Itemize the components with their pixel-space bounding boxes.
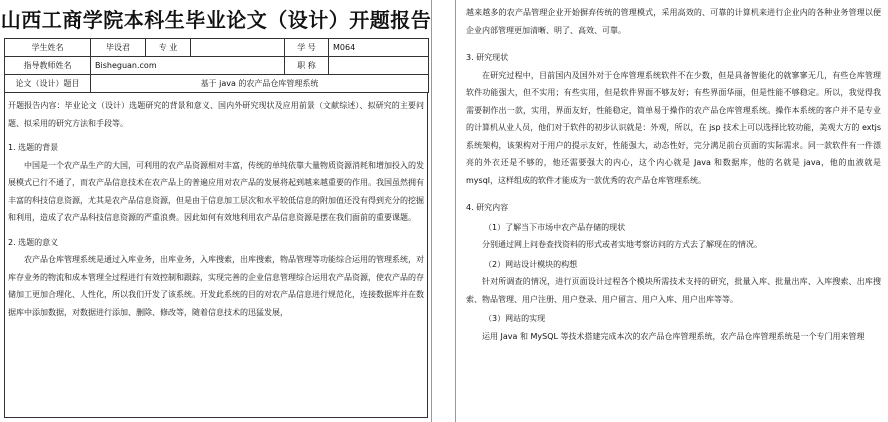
table-row	[5, 75, 429, 93]
right-page-content	[466, 4, 881, 422]
table-row	[5, 57, 429, 75]
page-title: 山西工商学院本科生毕业论文（设计）开题报告	[0, 8, 432, 32]
paragraph-continued: 越来越多的农产品管理企业开始摒弃传统的管理模式，采用高效的、可靠的计算机来进行企业内的各种业务管理以便企业内部管理更加清晰、明了、高效、可靠。	[466, 8, 881, 35]
right-page	[455, 0, 888, 422]
subheading-market-survey: （1）了解当下市场中农产品存储的现状	[484, 222, 626, 232]
student-number-value: M064	[329, 39, 429, 57]
advisor-name-label: 指导教师姓名	[5, 57, 91, 75]
table-row	[5, 39, 429, 57]
major-value	[191, 39, 285, 57]
report-intro: 开题报告内容：毕业论文（设计）选题研究的背景和意义、国内外研究现状及应用前景（文献综述）、拟研究的主要问题、拟采用的研究方法和手段等。	[8, 101, 424, 128]
paragraph-background: 中国是一个农产品生产的大国，可利用的农产品资源相对丰富，传统的单纯依靠大量物质资源消耗和增加投入的发展模式已行不通了，而农产品信息技术在农产品上的普遍应用对农产品的发展将起到越来越重要的作用。我国虽然拥有丰富的科技信息资源，尤其是农产品信息资源，但是由于信息加工层次和水平较低信息的附加值还没有得到充分的挖掘和利用，造成了农产品科技信息资源的严重浪费。因此如何有效地利用农产品信息资源是摆在我们面前的重要课题。	[8, 160, 424, 222]
subheading-module-design: （2）网站设计模块的构想	[484, 259, 578, 269]
info-table	[4, 38, 429, 93]
section-heading-background: 1. 选题的背景	[8, 143, 59, 152]
rank-label: 职 称	[285, 57, 329, 75]
topic-label: 论文（设计）题目	[5, 75, 91, 93]
subheading-implementation: （3）网站的实现	[484, 314, 546, 323]
paragraph-significance: 农产品仓库管理系统是通过入库业务，出库业务，入库搜索，出库搜索，物品管理等功能综合运用的管理系统，对库存业务的物流和成本管理全过程进行有效控制和跟踪，实现完善的企业信息管理综合运用农产品资源，使农产品的存储加工更加合理化、人性化，所以我们开发了该系统。开发此系统的目的对农产品信息进行规范化，连接数据库并在数据库中添加数据，对数据进行添加、删除、修改等，随着信息技术的迅猛发展，	[8, 255, 424, 317]
section-heading-content: 4. 研究内容	[466, 203, 509, 212]
topic-value: 基于 java 的农产品仓库管理系统	[91, 75, 429, 93]
student-name-value: 毕设君	[91, 39, 146, 57]
paragraph-implementation: 运用 Java 和 MySQL 等技术搭建完成本次的农产品仓库管理系统，农产品仓库管理系统是一个专门用来管理	[482, 331, 865, 341]
paragraph-market-survey: 分别通过网上问卷查找资料的形式或者实地考察访问的方式去了解现在的情况。	[482, 240, 762, 249]
paragraph-status: 在研究过程中，目前国内及国外对于仓库管理系统软件不在少数，但是具备智能化的就寥寥无几，有些仓库管理软件功能强大，但不实用；有些实用，但是软件界面不够友好；有些界面华丽，但是性能不够稳定。所以，我觉得我需要制作出一款，实用，界面友好，性能稳定，简单易于操作的农产品仓库管理系统。操作本系统的客户并不是专业的计算机从业人员，他们对于软件的初步认识就是：外观，所以，在 jsp 技术上可以选择比较功能，美观大方的 extjs 系统架构，该架构对于用户的提示友好，性能强大，动态性好，完分满足前台页面的实际需求。同一款软件有一件漂亮的外衣还是不够的，他还需要强大的内心，这个内心就是 Java 和数据库，他的名就是 java，他的血液就是 mysql，这样组成的软件才能成为一款优秀的农产品仓库管理系统。	[466, 70, 881, 185]
left-page	[0, 0, 432, 422]
major-label: 专 业	[146, 39, 191, 57]
report-body	[4, 93, 428, 418]
paragraph-module-design: 针对所调查的情况，进行页面设计过程各个模块所需技术支持的研究，批量入库、批量出库、入库搜索、出库搜索、物品管理、用户注册、用户登录、用户留言、用户入库、用户出库等等。	[466, 277, 881, 304]
advisor-name-value: Bisheguan.com	[91, 57, 285, 75]
student-name-label: 学生姓名	[5, 39, 91, 57]
section-heading-status: 3. 研究现状	[466, 53, 509, 62]
section-heading-significance: 2. 选题的意义	[8, 237, 59, 247]
student-number-label: 学 号	[285, 39, 329, 57]
rank-value	[329, 57, 429, 75]
